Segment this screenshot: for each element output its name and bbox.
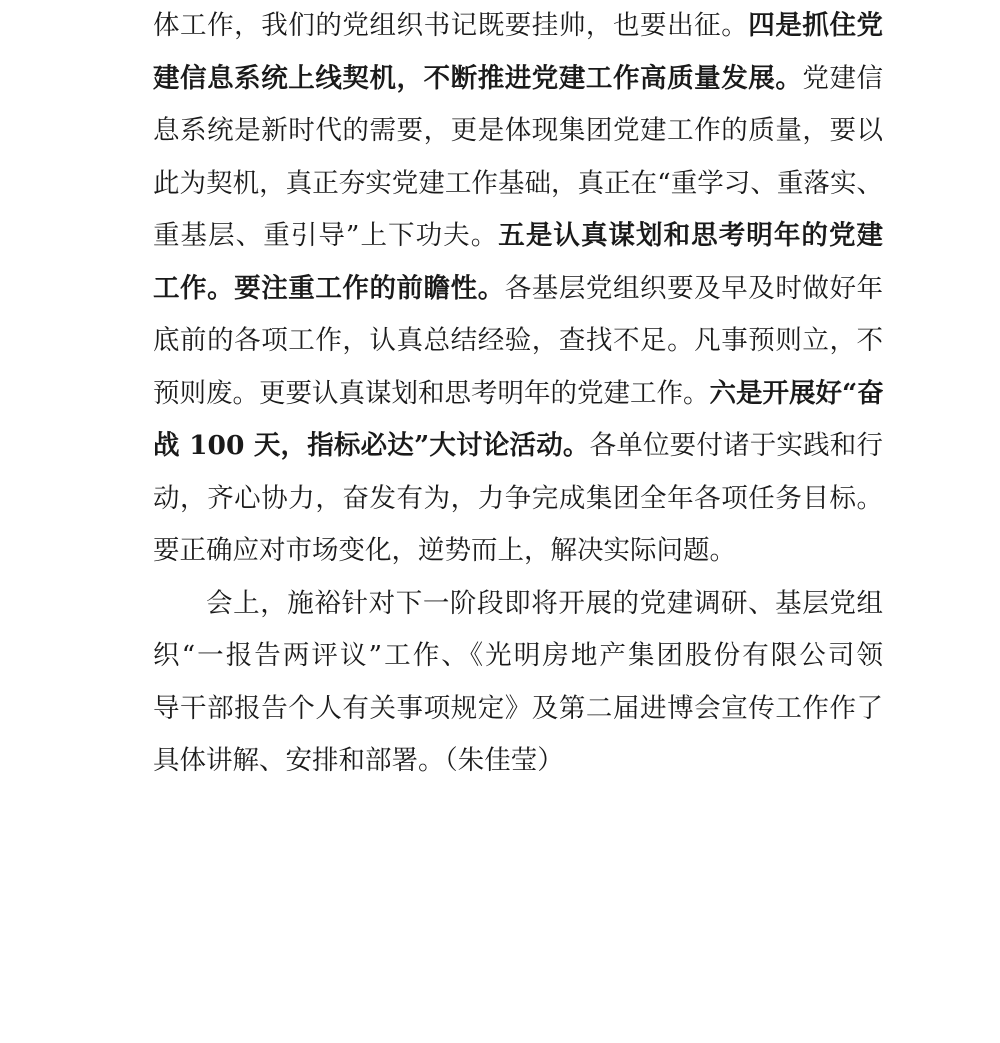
text-line [153,683,883,736]
text-line [153,368,883,421]
bold-text-segment: 建信息系统上线契机，不断推进党建工作高质量发展。 [153,62,803,94]
bold-text-segment: 五是认真谋划和思考明年的党建 [498,220,883,251]
text-line [153,263,883,316]
text-line [153,315,883,368]
text-segment: 重基层、重引导”上下功夫。 [153,220,499,251]
text-line [153,53,883,106]
text-segment: 底前的各项工作，认真总结经验，查找不足。凡事预则立，不 [153,325,883,356]
text-segment: 各基层党组织要及早及时做好年 [504,272,883,304]
text-segment: 动，齐心协力，奋发有为，力争完成集团全年各项任务目标。 [153,482,883,514]
text-segment: 具体讲解、安排和部署。（朱佳莹） [153,745,564,776]
text-line [153,158,883,211]
document-body [153,0,883,788]
bold-text-segment: 四是抓住党 [748,10,884,41]
text-segment: 预则废。更要认真谋划和思考明年的党建工作。 [153,377,710,409]
text-segment: 导干部报告个人有关事项规定》及第二届进博会宣传工作作了 [153,692,883,724]
text-line [153,525,883,578]
text-segment: 织“一报告两评议”工作、《光明房地产集团股份有限公司领 [153,640,883,671]
text-line [153,578,883,631]
bold-text-segment: 六是开展好“奋 [709,377,884,409]
text-segment: 要正确应对市场变化，逆势而上，解决实际问题。 [153,535,736,566]
text-segment: 此为契机，真正夯实党建工作基础，真正在“重学习、重落实、 [153,167,883,199]
text-line [153,0,883,53]
text-segment: 各单位要付诸于实践和行 [589,430,883,461]
text-segment: 体工作，我们的党组织书记既要挂帅，也要出征。 [153,10,749,41]
bold-text-segment: 工作。要注重工作的前瞻性。 [153,272,505,304]
text-line [153,420,883,473]
text-line [153,210,883,263]
text-segment: 会上，施裕针对下一阶段即将开展的党建调研、基层党组 [206,587,883,619]
text-segment: 党建信 [802,62,884,94]
text-line [153,630,883,683]
text-line [153,473,883,526]
bold-text-segment: 战 100 天，指标必达”大讨论活动。 [153,430,590,461]
text-line [153,735,883,788]
text-segment: 息系统是新时代的需要，更是体现集团党建工作的质量，要以 [153,115,883,146]
text-line [153,105,883,158]
